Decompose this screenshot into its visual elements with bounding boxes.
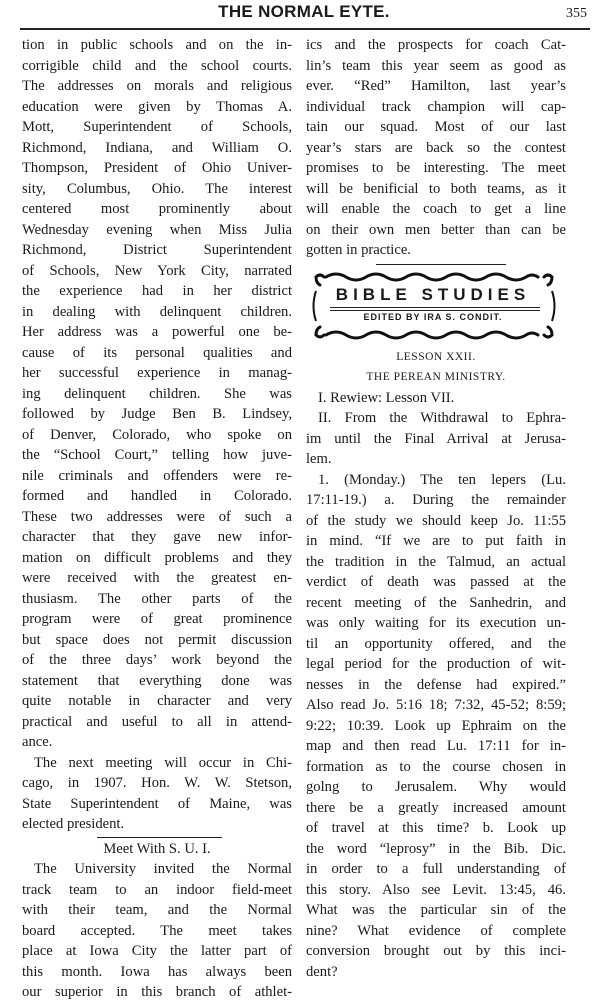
text-line: quite notable in character and very <box>22 693 292 709</box>
text-line: thusiasm. The other parts of the <box>22 590 292 607</box>
text-line: 9:22; 10:39. Look up Ephraim on the <box>306 717 566 734</box>
text-line: tain our squad. Most of our last <box>306 119 566 135</box>
paragraph <box>22 35 292 753</box>
text-line: education were given by Thomas A. <box>22 98 292 115</box>
text-line: in mind. “If we are to put faith in <box>306 533 566 549</box>
text-line: of the study we should keep Jo. 11:55 <box>306 512 566 529</box>
header-rule <box>20 28 590 30</box>
text-line: State Superintendent of Maine, was <box>22 795 292 812</box>
text-line: elected president. <box>22 816 125 832</box>
text-line: the “School Court,” telling how juve- <box>22 447 292 463</box>
text-line: nesses in the defense had expired.” <box>306 676 566 693</box>
text-line: of Schools, New York City, narrated <box>22 262 292 279</box>
text-line: the tradition in the Talmud, an actual <box>306 553 566 570</box>
text-line: there be a greatly increased amount <box>306 799 566 816</box>
text-line: board accepted. The meet takes <box>22 922 292 939</box>
text-line: Richmond, District Superintendent <box>22 242 292 258</box>
text-line: will be benificial to both teams, as it <box>306 180 566 197</box>
text-line: our superior in this branch of athlet- <box>22 984 292 1000</box>
text-line: the word “leprosy” in the Bib. Dic. <box>306 840 566 857</box>
left-article-body <box>22 35 292 835</box>
text-line: gotten in practice. <box>306 242 411 258</box>
editor-credit: EDITED BY IRA S. CONDIT. <box>363 311 503 322</box>
text-line: individual track champion will cap- <box>306 98 566 115</box>
text-line: im until the Final Arrival at Jerusa- <box>306 430 566 447</box>
title-rule <box>330 307 540 309</box>
text-line: tion in public schools and on the in- <box>22 37 292 53</box>
text-line: 17:11-19.) a. During the remainder <box>306 492 566 508</box>
ornamental-border-icon <box>310 271 558 341</box>
text-line: Thompson, President of Ohio Univer- <box>22 160 292 176</box>
text-line: 1. (Monday.) The ten lepers (Lu. <box>318 471 566 488</box>
text-line: promises to be interesting. The meet <box>306 160 566 176</box>
text-line: conversion brought out by this inci- <box>306 943 566 959</box>
paragraph <box>306 388 566 409</box>
text-line: til an opportunity offered, and the <box>306 635 566 652</box>
text-line: character that they gave new infor- <box>22 529 292 545</box>
text-line: recent meeting of the Sanhedrin, and <box>306 594 566 611</box>
text-line: Mott, Superintendent of Schools, <box>22 119 292 135</box>
text-line: track team to an indoor field-meet <box>22 881 292 898</box>
text-line: this month. Iowa has always been <box>22 963 292 980</box>
text-line: map and then read Lu. 17:11 for in- <box>306 738 566 754</box>
paragraph <box>22 859 292 1003</box>
text-line: dent? <box>306 963 338 980</box>
text-line: of travel at this time? b. Look up <box>306 820 566 836</box>
text-line: Also read Jo. 5:16 18; 7:32, 45-52; 8:59; <box>306 697 566 713</box>
text-line: program were of great prominence <box>22 611 292 627</box>
text-line: cause of its personal qualities and <box>22 344 292 361</box>
right-column <box>306 35 566 982</box>
section-heading: Meet With S. U. I. <box>103 840 211 857</box>
text-line: The next meeting will occur in Chi- <box>34 754 292 771</box>
section-divider <box>376 264 506 265</box>
text-line: nine? What evidence of complete <box>306 922 566 939</box>
text-line: ing delinquent children. She was <box>22 385 292 402</box>
bible-studies-title: BIBLE STUDIES <box>335 284 531 304</box>
text-line: this story. Also see Levit. 13:45, 46. <box>306 881 566 898</box>
text-line: mation on difficult problems and they <box>22 549 292 566</box>
lesson-body <box>306 388 566 983</box>
text-line: year’s stars are back so the contest <box>306 139 566 156</box>
paragraph <box>22 753 292 835</box>
text-line: verdict of death was passed at the <box>306 574 566 590</box>
text-line: in order to a full understanding of <box>306 861 566 877</box>
text-line: What was the particular sin of the <box>306 902 566 918</box>
text-line: followed by Judge Ben B. Lindsey, <box>22 406 292 422</box>
text-line: her successful experience in manag- <box>22 365 292 381</box>
paragraph <box>306 470 566 983</box>
text-line: Richmond, Indiana, and William O. <box>22 139 292 156</box>
text-line: golng to Jerusalem. Why would <box>306 779 566 795</box>
text-line: corrigible child and the school courts. <box>22 57 292 74</box>
text-line: These two addresses were of such a <box>22 508 292 525</box>
paragraph <box>306 35 566 261</box>
text-line: legal period for the production of wit- <box>306 656 566 672</box>
text-line: formed and handled in Colorado. <box>22 488 292 504</box>
meet-article-body <box>22 859 292 1003</box>
text-line: of the three days’ work beyond the <box>22 652 292 668</box>
text-line: centered most prominently about <box>22 201 292 217</box>
text-line: place at Iowa City the latter part of <box>22 943 292 959</box>
text-line: in dealing with delinquent children. <box>22 303 292 320</box>
text-line: but space does not permit discussion <box>22 631 292 648</box>
text-line: I. Rewiew: Lesson VII. <box>318 389 455 406</box>
text-line: lem. <box>306 451 332 467</box>
lesson-title: THE PEREAN MINISTRY. <box>366 371 506 383</box>
lesson-number: LESSON XXII. <box>396 350 476 363</box>
title-rule <box>330 310 540 311</box>
text-line: Wednesday evening when Miss Julia <box>22 221 292 238</box>
text-line: will enable the coach to get a line <box>306 201 566 217</box>
text-line: were received with the greatest en- <box>22 570 292 586</box>
text-line: ics and the prospects for coach Cat- <box>306 37 566 53</box>
text-line: ance. <box>22 734 53 750</box>
text-line: sity, Columbus, Ohio. The interest <box>22 180 292 197</box>
text-line: practical and useful to all in attend- <box>22 713 292 730</box>
text-line: The University invited the Normal <box>34 861 292 877</box>
text-line: II. From the Withdrawal to Ephra- <box>318 410 566 426</box>
text-line: Her address was a powerful one be- <box>22 324 292 340</box>
paragraph <box>306 408 566 470</box>
text-line: The addresses on morals and religious <box>22 78 292 94</box>
text-line: lin’s team this year seem as good as <box>306 57 566 74</box>
text-line: statement that everything done was <box>22 672 292 689</box>
running-head-title: THE NORMAL EYTE. <box>218 2 390 21</box>
text-line: the experience had in her district <box>22 283 292 299</box>
text-line: cago, in 1907. Hon. W. W. Stetson, <box>22 775 292 791</box>
text-line: on their own men better than can be <box>306 221 566 238</box>
left-column <box>22 35 292 1003</box>
text-line: ever. “Red” Hamilton, last year’s <box>306 78 566 94</box>
text-line: nile criminals and offenders were re- <box>22 467 292 484</box>
section-divider <box>97 837 222 838</box>
page-number: 355 <box>566 6 587 21</box>
text-line: with their team, and the Normal <box>22 902 292 918</box>
text-line: formation as to the course chosen in <box>306 758 566 775</box>
bible-studies-banner <box>310 271 558 341</box>
text-line: of Denver, Colorado, who spoke on <box>22 426 292 443</box>
text-line: was only waiting for its execution un- <box>306 615 566 631</box>
right-article-body <box>306 35 566 261</box>
